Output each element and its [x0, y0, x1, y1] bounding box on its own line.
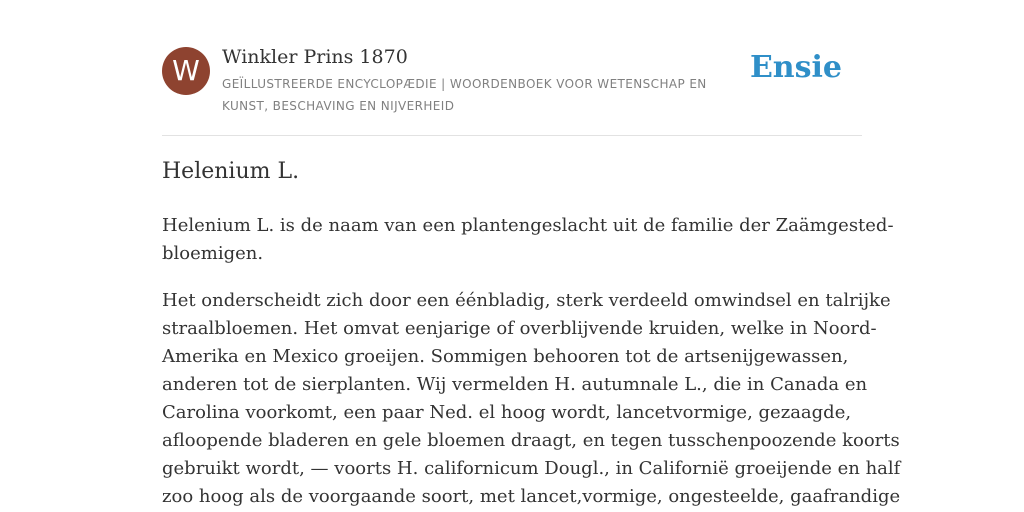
text-line: Amerika en Mexico groeijen. Sommigen behooren tot de artsenijgewassen, [162, 346, 849, 367]
text-line: bloemigen. [162, 243, 264, 264]
text-line: straalbloemen. Het omvat eenjarige of overblijvende kruiden, welke in Noord- [162, 318, 877, 339]
text-line: Helenium L. is de naam van een plantengeslacht uit de familie der Zaämgested- [162, 215, 894, 236]
text-line: Het onderscheidt zich door een éénbladig, sterk verdeeld omwindsel en talrijke [162, 290, 891, 311]
entry-body [162, 212, 901, 512]
text-line: afloopende bladeren en gele bloemen draagt, en tegen tusschenpoozende koorts [162, 430, 900, 451]
text-line: zoo hoog als de voorgaande soort, met lancet,vormige, ongesteelde, gaafrandige [162, 486, 901, 507]
source-subtitle: GEÏLLUSTREERDE ENCYCLOPÆDIE | WOORDENBOEK VOOR WETENSCHAP EN KUNST, BESCHAVING EN NIJVERHEID [222, 77, 707, 113]
ensie-logo[interactable]: Ensie [749, 50, 842, 85]
text-line: gebruikt wordt, — voorts H. californicum Dougl., in Californië groeijende en half [162, 458, 901, 479]
text-line: Carolina voorkomt, een paar Ned. el hoog wordt, lancetvormige, gezaagde, [162, 402, 852, 423]
source-title[interactable]: Winkler Prins 1870 [222, 46, 408, 68]
entry-title: Helenium L. [162, 159, 300, 184]
source-avatar[interactable]: W [162, 47, 210, 95]
source-header [162, 44, 862, 136]
header-divider [162, 135, 862, 136]
text-line: anderen tot de sierplanten. Wij vermelden H. autumnale L., die in Canada en [162, 374, 868, 395]
entry-paragraph [162, 212, 894, 268]
entry-paragraph [162, 287, 901, 511]
